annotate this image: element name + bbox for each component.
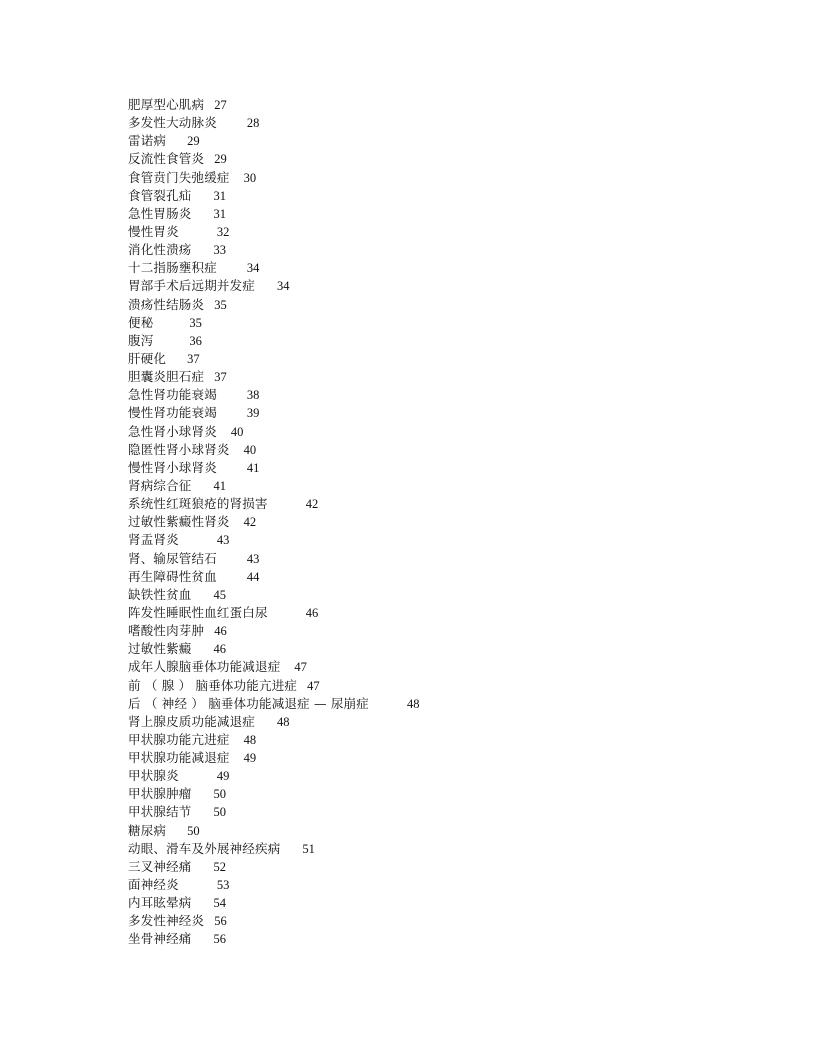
toc-entry-page-number: 48 <box>406 696 420 711</box>
toc-entry-title: 内耳眩晕病 <box>128 895 192 911</box>
toc-entry-page-number: 41 <box>246 460 260 475</box>
toc-entry-title: 甲状腺肿瘤 <box>128 786 192 802</box>
toc-entry-title: 消化性溃疡 <box>128 242 192 258</box>
toc-entry <box>128 386 419 404</box>
toc-entry <box>128 568 419 586</box>
toc-entry <box>128 767 419 785</box>
toc-entry-page-number: 46 <box>305 605 319 620</box>
toc-entry <box>128 622 419 640</box>
toc-entry <box>128 241 419 259</box>
toc-entry <box>128 677 419 695</box>
toc-entry-title: 面神经炎 <box>128 877 179 893</box>
toc-entry <box>128 604 419 622</box>
toc-entry-title: 过敏性紫癜性肾炎 <box>128 514 230 530</box>
toc-entry-title: 多发性神经炎 <box>128 913 205 929</box>
toc-entry-page-number: 45 <box>213 587 227 602</box>
toc-entry <box>128 495 419 513</box>
toc-entry-page-number: 44 <box>246 569 260 584</box>
toc-entry-page-number: 31 <box>213 188 227 203</box>
toc-entry-title: 成年人腺脑垂体功能减退症 <box>128 659 281 675</box>
toc-entry-title: 肥厚型心肌病 <box>128 97 205 112</box>
toc-entry-title: 急性胃肠炎 <box>128 205 192 221</box>
toc-entry <box>128 695 419 713</box>
toc-entry <box>128 586 419 604</box>
toc-entry <box>128 350 419 368</box>
toc-entry-title: 多发性大动脉炎 <box>128 115 217 131</box>
toc-entry-title: 肾上腺皮质功能减退症 <box>128 713 256 729</box>
table-of-contents <box>128 96 419 949</box>
toc-entry-page-number: 28 <box>246 116 260 131</box>
toc-entry-page-number: 41 <box>213 478 227 493</box>
toc-entry <box>128 423 419 441</box>
toc-entry-page-number: 50 <box>213 805 227 820</box>
toc-entry <box>128 912 419 930</box>
toc-entry-title: 甲状腺功能亢进症 <box>128 731 230 747</box>
toc-entry-title: 食管裂孔疝 <box>128 187 192 203</box>
toc-entry <box>128 840 419 858</box>
toc-entry-page-number: 37 <box>187 351 200 366</box>
toc-entry-title: 肾病综合征 <box>128 477 192 493</box>
toc-entry-title: 便秘 <box>128 314 154 330</box>
toc-entry-page-number: 49 <box>243 751 257 766</box>
toc-entry-page-number: 47 <box>294 660 307 675</box>
toc-entry <box>128 640 419 658</box>
toc-entry-page-number: 46 <box>214 624 227 639</box>
toc-entry-title: 隐匿性肾小球肾炎 <box>128 441 230 457</box>
toc-entry-title: 十二指肠壅积症 <box>128 260 217 276</box>
toc-entry <box>128 404 419 422</box>
toc-entry-page-number: 35 <box>214 297 227 312</box>
toc-entry-title: 过敏性紫癜 <box>128 641 192 657</box>
toc-entry-page-number: 52 <box>213 859 227 874</box>
toc-entry-title: 三叉神经痛 <box>128 858 192 874</box>
toc-entry <box>128 259 419 277</box>
toc-entry-title: 慢性肾功能衰竭 <box>128 405 217 421</box>
toc-entry <box>128 513 419 531</box>
toc-entry-title: 胃部手术后远期并发症 <box>128 278 256 294</box>
toc-entry-title: 溃疡性结肠炎 <box>128 296 205 312</box>
toc-entry <box>128 441 419 459</box>
toc-entry-page-number: 32 <box>216 224 230 239</box>
toc-entry-title: 阵发性睡眠性血红蛋白尿 <box>128 604 268 620</box>
toc-entry-page-number: 49 <box>216 769 230 784</box>
toc-entry <box>128 658 419 676</box>
toc-entry <box>128 894 419 912</box>
toc-entry-title: 甲状腺功能减退症 <box>128 750 230 766</box>
toc-entry-title: 坐骨神经痛 <box>128 931 192 947</box>
toc-entry-page-number: 36 <box>189 333 202 348</box>
toc-entry <box>128 332 419 350</box>
toc-entry-page-number: 29 <box>214 152 227 167</box>
toc-entry-page-number: 43 <box>246 551 260 566</box>
toc-entry <box>128 132 419 150</box>
toc-entry-page-number: 38 <box>246 388 260 403</box>
toc-entry-title: 甲状腺炎 <box>128 768 179 784</box>
toc-entry-title: 急性肾功能衰竭 <box>128 387 217 403</box>
toc-entry-page-number: 33 <box>213 243 227 258</box>
toc-entry <box>128 314 419 332</box>
toc-entry-page-number: 50 <box>213 787 227 802</box>
toc-entry-title: 慢性胃炎 <box>128 223 179 239</box>
toc-entry-title: 反流性食管炎 <box>128 151 205 167</box>
toc-entry-title: 雷诺病 <box>128 133 167 149</box>
toc-entry <box>128 169 419 187</box>
toc-entry-title: 嗜酸性肉芽肿 <box>128 623 205 639</box>
toc-entry <box>128 150 419 168</box>
toc-entry <box>128 223 419 241</box>
toc-entry-title: 甲状腺结节 <box>128 804 192 820</box>
toc-entry <box>128 187 419 205</box>
toc-entry-page-number: 56 <box>213 932 227 947</box>
toc-entry-title: 糖尿病 <box>128 822 167 838</box>
toc-entry <box>128 96 419 114</box>
toc-entry-title: 动眼、滑车及外展神经疾病 <box>128 840 281 856</box>
toc-entry-page-number: 42 <box>243 515 257 530</box>
toc-entry-page-number: 54 <box>213 896 227 911</box>
toc-entry <box>128 803 419 821</box>
toc-entry <box>128 114 419 132</box>
toc-entry-page-number: 56 <box>214 914 227 929</box>
toc-entry-page-number: 35 <box>189 315 202 330</box>
toc-entry <box>128 277 419 295</box>
toc-entry <box>128 550 419 568</box>
toc-entry-page-number: 34 <box>246 261 260 276</box>
toc-entry-title: 肾盂肾炎 <box>128 532 179 548</box>
toc-entry-page-number: 48 <box>243 732 257 747</box>
toc-entry-page-number: 29 <box>187 134 200 149</box>
toc-entry <box>128 531 419 549</box>
toc-entry-title: 肾、输尿管结石 <box>128 550 217 566</box>
toc-entry-page-number: 47 <box>307 678 320 693</box>
toc-entry-title: 后 （ 神经 ） 脑垂体功能减退症 — 尿崩症 <box>128 695 369 711</box>
toc-entry <box>128 876 419 894</box>
toc-entry-title: 慢性肾小球肾炎 <box>128 459 217 475</box>
toc-entry-title: 前 （ 腺 ） 脑垂体功能亢进症 <box>128 677 298 693</box>
toc-entry-title: 食管贲门失弛缓症 <box>128 169 230 185</box>
toc-entry-page-number: 53 <box>216 878 230 893</box>
toc-entry <box>128 296 419 314</box>
toc-entry-page-number: 34 <box>277 279 290 294</box>
toc-entry-title: 缺铁性贫血 <box>128 586 192 602</box>
toc-entry-page-number: 40 <box>243 442 257 457</box>
toc-entry-page-number: 46 <box>213 642 227 657</box>
toc-entry <box>128 822 419 840</box>
toc-entry-title: 肝硬化 <box>128 350 167 366</box>
toc-entry <box>128 858 419 876</box>
toc-entry-title: 急性肾小球肾炎 <box>128 423 217 439</box>
toc-entry <box>128 749 419 767</box>
toc-entry-page-number: 27 <box>214 98 227 112</box>
toc-entry <box>128 477 419 495</box>
toc-entry-title: 胆囊炎胆石症 <box>128 369 205 385</box>
toc-entry-title: 腹泻 <box>128 332 154 348</box>
toc-entry <box>128 785 419 803</box>
toc-entry <box>128 930 419 948</box>
toc-entry-page-number: 40 <box>230 424 244 439</box>
toc-entry-page-number: 51 <box>302 841 315 856</box>
toc-entry-page-number: 43 <box>216 533 230 548</box>
toc-entry-page-number: 30 <box>243 170 257 185</box>
toc-entry <box>128 731 419 749</box>
toc-entry-page-number: 37 <box>214 370 227 385</box>
toc-entry-page-number: 31 <box>213 206 227 221</box>
toc-entry <box>128 713 419 731</box>
toc-entry-page-number: 42 <box>305 497 319 512</box>
toc-entry-title: 再生障碍性贫血 <box>128 568 217 584</box>
toc-entry <box>128 368 419 386</box>
toc-entry-page-number: 48 <box>277 714 290 729</box>
toc-entry-title: 系统性红斑狼疮的肾损害 <box>128 496 268 512</box>
toc-entry-page-number: 39 <box>246 406 260 421</box>
toc-entry <box>128 459 419 477</box>
toc-entry <box>128 205 419 223</box>
toc-entry-page-number: 50 <box>187 823 200 838</box>
